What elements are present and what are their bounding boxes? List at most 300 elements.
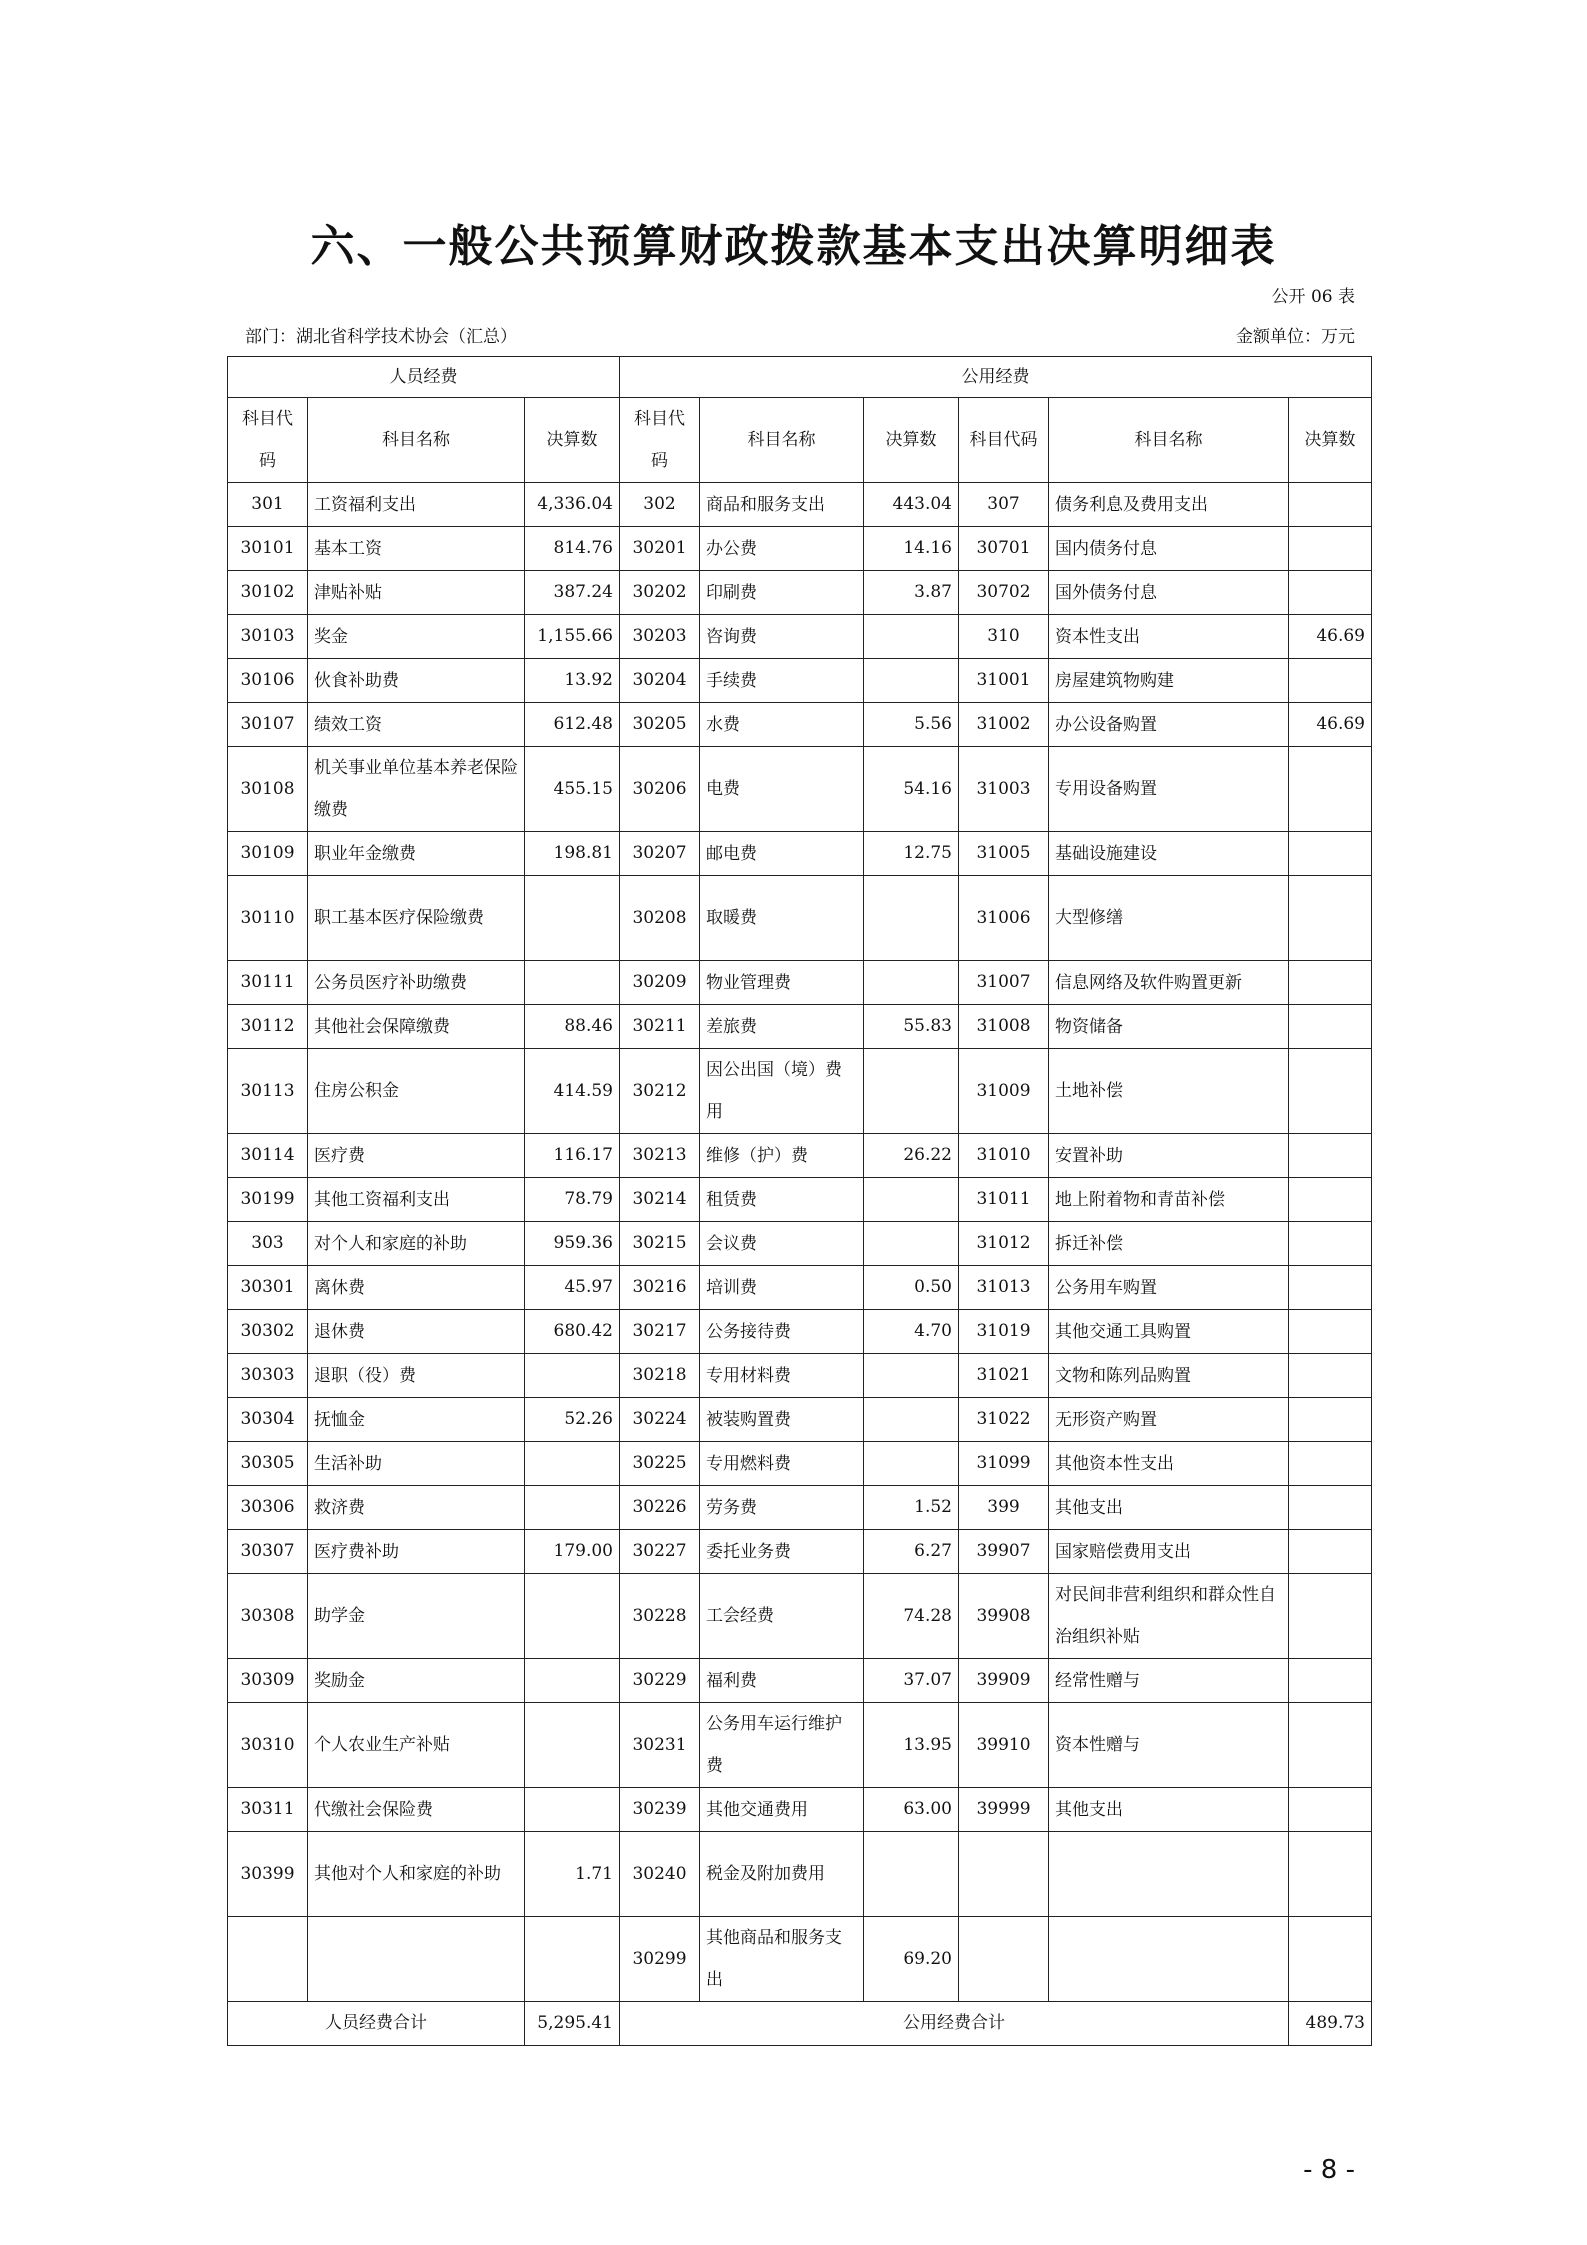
public-capital-amount-cell bbox=[1289, 527, 1372, 571]
public-goods-amount-cell bbox=[864, 876, 959, 961]
table-row bbox=[228, 1442, 1372, 1486]
table-row bbox=[228, 1005, 1372, 1049]
public-goods-name-cell: 公务用车运行维护费 bbox=[700, 1703, 864, 1788]
public-goods-amount-cell: 0.50 bbox=[864, 1266, 959, 1310]
public-goods-name-cell: 印刷费 bbox=[700, 571, 864, 615]
public-goods-amount-cell bbox=[864, 659, 959, 703]
public-goods-amount-cell bbox=[864, 961, 959, 1005]
public-goods-code-cell: 30229 bbox=[620, 1659, 700, 1703]
public-goods-amount-cell: 54.16 bbox=[864, 747, 959, 832]
public-goods-name-cell: 差旅费 bbox=[700, 1005, 864, 1049]
personnel-name-cell: 公务员医疗补助缴费 bbox=[308, 961, 525, 1005]
public-goods-name-cell: 工会经费 bbox=[700, 1574, 864, 1659]
public-capital-code-cell: 30701 bbox=[959, 527, 1049, 571]
table-row bbox=[228, 1178, 1372, 1222]
public-capital-code-cell: 31013 bbox=[959, 1266, 1049, 1310]
public-goods-name-cell: 电费 bbox=[700, 747, 864, 832]
personnel-amount-cell: 52.26 bbox=[525, 1398, 620, 1442]
personnel-code-cell: 30111 bbox=[228, 961, 308, 1005]
public-goods-name-cell: 劳务费 bbox=[700, 1486, 864, 1530]
table-row bbox=[228, 659, 1372, 703]
public-capital-code-cell: 31003 bbox=[959, 747, 1049, 832]
public-goods-code-cell: 30214 bbox=[620, 1178, 700, 1222]
public-capital-code-cell: 31011 bbox=[959, 1178, 1049, 1222]
personnel-amount-cell: 13.92 bbox=[525, 659, 620, 703]
public-goods-amount-cell bbox=[864, 1049, 959, 1134]
public-goods-amount-cell bbox=[864, 1398, 959, 1442]
personnel-amount-cell: 1.71 bbox=[525, 1832, 620, 1917]
public-capital-code-cell: 31002 bbox=[959, 703, 1049, 747]
public-capital-code-cell: 31021 bbox=[959, 1354, 1049, 1398]
personnel-amount-cell: 179.00 bbox=[525, 1530, 620, 1574]
personnel-amount-cell bbox=[525, 1659, 620, 1703]
public-goods-code-cell: 30206 bbox=[620, 747, 700, 832]
public-goods-name-cell: 手续费 bbox=[700, 659, 864, 703]
public-goods-name-cell: 取暖费 bbox=[700, 876, 864, 961]
public-capital-code-cell: 31022 bbox=[959, 1398, 1049, 1442]
personnel-code-cell: 30102 bbox=[228, 571, 308, 615]
public-goods-code-cell: 30239 bbox=[620, 1788, 700, 1832]
personnel-amount-cell bbox=[525, 1788, 620, 1832]
public-capital-amount-cell bbox=[1289, 961, 1372, 1005]
public-capital-amount-cell bbox=[1289, 747, 1372, 832]
personnel-amount-cell: 455.15 bbox=[525, 747, 620, 832]
public-capital-code-cell: 31006 bbox=[959, 876, 1049, 961]
table-row bbox=[228, 1917, 1372, 2002]
public-goods-code-cell: 30207 bbox=[620, 832, 700, 876]
public-goods-amount-cell bbox=[864, 1832, 959, 1917]
table-row bbox=[228, 1222, 1372, 1266]
personnel-name-cell: 其他对个人和家庭的补助 bbox=[308, 1832, 525, 1917]
public-capital-amount-cell bbox=[1289, 1310, 1372, 1354]
table-row bbox=[228, 1049, 1372, 1134]
public-goods-code-cell: 30204 bbox=[620, 659, 700, 703]
public-total-value: 489.73 bbox=[1289, 2002, 1372, 2046]
table-row bbox=[228, 703, 1372, 747]
public-goods-name-cell: 因公出国（境）费用 bbox=[700, 1049, 864, 1134]
public-goods-amount-cell: 13.95 bbox=[864, 1703, 959, 1788]
personnel-name-cell: 机关事业单位基本养老保险缴费 bbox=[308, 747, 525, 832]
public-goods-code-cell: 30212 bbox=[620, 1049, 700, 1134]
public-goods-amount-cell bbox=[864, 1442, 959, 1486]
public-goods-code-cell: 30215 bbox=[620, 1222, 700, 1266]
table-row bbox=[228, 876, 1372, 961]
public-goods-name-cell: 咨询费 bbox=[700, 615, 864, 659]
personnel-name-cell: 退职（役）费 bbox=[308, 1354, 525, 1398]
public-capital-code-cell: 39999 bbox=[959, 1788, 1049, 1832]
personnel-code-cell: 30304 bbox=[228, 1398, 308, 1442]
public-capital-code-cell: 31008 bbox=[959, 1005, 1049, 1049]
public-capital-code-cell: 31005 bbox=[959, 832, 1049, 876]
table-row bbox=[228, 1788, 1372, 1832]
public-goods-amount-cell bbox=[864, 1178, 959, 1222]
public-capital-name-cell: 基础设施建设 bbox=[1049, 832, 1289, 876]
public-goods-code-cell: 302 bbox=[620, 483, 700, 527]
personnel-amount-cell: 198.81 bbox=[525, 832, 620, 876]
public-capital-name-cell: 无形资产购置 bbox=[1049, 1398, 1289, 1442]
public-goods-amount-cell: 63.00 bbox=[864, 1788, 959, 1832]
table-row bbox=[228, 1574, 1372, 1659]
public-goods-amount-cell: 1.52 bbox=[864, 1486, 959, 1530]
public-goods-amount-cell: 69.20 bbox=[864, 1917, 959, 2002]
personnel-name-cell: 救济费 bbox=[308, 1486, 525, 1530]
personnel-total-label: 人员经费合计 bbox=[228, 2002, 525, 2046]
personnel-amount-cell bbox=[525, 1354, 620, 1398]
public-capital-amount-cell bbox=[1289, 1659, 1372, 1703]
personnel-name-cell: 职业年金缴费 bbox=[308, 832, 525, 876]
public-goods-code-cell: 30227 bbox=[620, 1530, 700, 1574]
personnel-name-cell: 个人农业生产补贴 bbox=[308, 1703, 525, 1788]
public-goods-amount-cell: 37.07 bbox=[864, 1659, 959, 1703]
public-capital-amount-cell bbox=[1289, 832, 1372, 876]
public-goods-code-cell: 30211 bbox=[620, 1005, 700, 1049]
public-capital-name-cell: 办公设备购置 bbox=[1049, 703, 1289, 747]
public-goods-code-cell: 30203 bbox=[620, 615, 700, 659]
personnel-amount-cell: 387.24 bbox=[525, 571, 620, 615]
public-goods-amount-cell: 55.83 bbox=[864, 1005, 959, 1049]
personnel-code-cell: 30307 bbox=[228, 1530, 308, 1574]
personnel-code-cell: 30103 bbox=[228, 615, 308, 659]
public-capital-amount-cell bbox=[1289, 1917, 1372, 2002]
personnel-amount-cell: 959.36 bbox=[525, 1222, 620, 1266]
public-capital-name-cell bbox=[1049, 1917, 1289, 2002]
personnel-name-cell: 绩效工资 bbox=[308, 703, 525, 747]
public-capital-amount-cell bbox=[1289, 483, 1372, 527]
personnel-code-cell: 30109 bbox=[228, 832, 308, 876]
public-capital-amount-cell bbox=[1289, 1049, 1372, 1134]
personnel-name-cell: 基本工资 bbox=[308, 527, 525, 571]
public-capital-code-cell bbox=[959, 1917, 1049, 2002]
public-capital-amount-cell bbox=[1289, 1178, 1372, 1222]
public-capital-code-cell: 31001 bbox=[959, 659, 1049, 703]
public-goods-name-cell: 会议费 bbox=[700, 1222, 864, 1266]
public-goods-amount-cell: 6.27 bbox=[864, 1530, 959, 1574]
public-capital-name-cell: 国内债务付息 bbox=[1049, 527, 1289, 571]
table-row bbox=[228, 527, 1372, 571]
public-capital-code-cell: 39909 bbox=[959, 1659, 1049, 1703]
public-section-header: 公用经费 bbox=[620, 357, 1372, 398]
personnel-code-cell: 30113 bbox=[228, 1049, 308, 1134]
public-goods-name-cell: 邮电费 bbox=[700, 832, 864, 876]
public-capital-amount-cell bbox=[1289, 1005, 1372, 1049]
personnel-amount-cell bbox=[525, 1917, 620, 2002]
public-capital-name-cell: 其他支出 bbox=[1049, 1788, 1289, 1832]
personnel-amount-cell: 88.46 bbox=[525, 1005, 620, 1049]
public-goods-amount-cell bbox=[864, 1354, 959, 1398]
personnel-amount-cell: 680.42 bbox=[525, 1310, 620, 1354]
page-number: - 8 - bbox=[1303, 2155, 1355, 2185]
table-row bbox=[228, 1398, 1372, 1442]
table-row bbox=[228, 1134, 1372, 1178]
public-goods-name-cell: 商品和服务支出 bbox=[700, 483, 864, 527]
table-row bbox=[228, 1832, 1372, 1917]
expenditure-table bbox=[227, 356, 1372, 2046]
public-capital-name-cell: 其他支出 bbox=[1049, 1486, 1289, 1530]
public-capital-code-cell: 399 bbox=[959, 1486, 1049, 1530]
public-capital-name-cell: 安置补助 bbox=[1049, 1134, 1289, 1178]
public-capital-code-cell: 39908 bbox=[959, 1574, 1049, 1659]
personnel-name-cell: 奖金 bbox=[308, 615, 525, 659]
public-capital-amount-cell bbox=[1289, 1788, 1372, 1832]
table-row bbox=[228, 1310, 1372, 1354]
personnel-amount-cell: 414.59 bbox=[525, 1049, 620, 1134]
personnel-amount-cell bbox=[525, 1703, 620, 1788]
personnel-code-cell: 301 bbox=[228, 483, 308, 527]
personnel-code-cell: 30110 bbox=[228, 876, 308, 961]
public-goods-name-cell: 委托业务费 bbox=[700, 1530, 864, 1574]
personnel-name-cell: 住房公积金 bbox=[308, 1049, 525, 1134]
table-row bbox=[228, 1266, 1372, 1310]
table-row bbox=[228, 1530, 1372, 1574]
personnel-name-cell: 其他社会保障缴费 bbox=[308, 1005, 525, 1049]
public-capital-code-cell: 39907 bbox=[959, 1530, 1049, 1574]
public-goods-code-cell: 30205 bbox=[620, 703, 700, 747]
column-header-name: 科目名称 bbox=[700, 398, 864, 483]
public-capital-name-cell: 房屋建筑物购建 bbox=[1049, 659, 1289, 703]
personnel-total-value: 5,295.41 bbox=[525, 2002, 620, 2046]
table-row bbox=[228, 832, 1372, 876]
public-goods-name-cell: 被装购置费 bbox=[700, 1398, 864, 1442]
table-row bbox=[228, 1659, 1372, 1703]
public-capital-amount-cell bbox=[1289, 1486, 1372, 1530]
public-capital-name-cell: 资本性支出 bbox=[1049, 615, 1289, 659]
public-goods-name-cell: 专用燃料费 bbox=[700, 1442, 864, 1486]
public-capital-code-cell: 31099 bbox=[959, 1442, 1049, 1486]
public-capital-name-cell: 其他交通工具购置 bbox=[1049, 1310, 1289, 1354]
public-capital-amount-cell bbox=[1289, 1442, 1372, 1486]
personnel-code-cell: 30101 bbox=[228, 527, 308, 571]
personnel-amount-cell: 1,155.66 bbox=[525, 615, 620, 659]
public-capital-amount-cell bbox=[1289, 1266, 1372, 1310]
public-capital-name-cell: 专用设备购置 bbox=[1049, 747, 1289, 832]
public-goods-code-cell: 30240 bbox=[620, 1832, 700, 1917]
personnel-code-cell: 30310 bbox=[228, 1703, 308, 1788]
public-goods-amount-cell: 74.28 bbox=[864, 1574, 959, 1659]
table-row bbox=[228, 483, 1372, 527]
public-goods-amount-cell bbox=[864, 1222, 959, 1266]
public-goods-code-cell: 30225 bbox=[620, 1442, 700, 1486]
column-header-code: 科目代码 bbox=[228, 398, 308, 483]
personnel-amount-cell bbox=[525, 876, 620, 961]
personnel-code-cell: 30108 bbox=[228, 747, 308, 832]
personnel-name-cell: 退休费 bbox=[308, 1310, 525, 1354]
personnel-code-cell: 30301 bbox=[228, 1266, 308, 1310]
public-capital-code-cell: 31009 bbox=[959, 1049, 1049, 1134]
public-goods-code-cell: 30201 bbox=[620, 527, 700, 571]
public-capital-code-cell: 307 bbox=[959, 483, 1049, 527]
public-capital-name-cell: 物资储备 bbox=[1049, 1005, 1289, 1049]
column-header-amount: 决算数 bbox=[1289, 398, 1372, 483]
table-row bbox=[228, 615, 1372, 659]
public-goods-amount-cell: 14.16 bbox=[864, 527, 959, 571]
public-capital-amount-cell bbox=[1289, 1530, 1372, 1574]
personnel-code-cell: 30199 bbox=[228, 1178, 308, 1222]
public-capital-name-cell: 信息网络及软件购置更新 bbox=[1049, 961, 1289, 1005]
public-capital-amount-cell bbox=[1289, 1222, 1372, 1266]
public-goods-name-cell: 福利费 bbox=[700, 1659, 864, 1703]
public-capital-name-cell: 大型修缮 bbox=[1049, 876, 1289, 961]
public-goods-name-cell: 其他交通费用 bbox=[700, 1788, 864, 1832]
personnel-section-header: 人员经费 bbox=[228, 357, 620, 398]
public-capital-amount-cell: 46.69 bbox=[1289, 615, 1372, 659]
table-row bbox=[228, 747, 1372, 832]
personnel-name-cell: 伙食补助费 bbox=[308, 659, 525, 703]
public-goods-name-cell: 培训费 bbox=[700, 1266, 864, 1310]
personnel-code-cell: 30303 bbox=[228, 1354, 308, 1398]
personnel-amount-cell bbox=[525, 1574, 620, 1659]
column-header-name: 科目名称 bbox=[1049, 398, 1289, 483]
unit-label: 金额单位：万元 bbox=[1236, 327, 1355, 347]
form-code: 公开 06 表 bbox=[1271, 287, 1355, 307]
public-goods-code-cell: 30202 bbox=[620, 571, 700, 615]
column-header-code: 科目代码 bbox=[620, 398, 700, 483]
personnel-name-cell: 津贴补贴 bbox=[308, 571, 525, 615]
public-capital-amount-cell bbox=[1289, 1574, 1372, 1659]
public-capital-name-cell: 公务用车购置 bbox=[1049, 1266, 1289, 1310]
public-goods-name-cell: 水费 bbox=[700, 703, 864, 747]
public-capital-amount-cell: 46.69 bbox=[1289, 703, 1372, 747]
public-capital-amount-cell bbox=[1289, 1134, 1372, 1178]
public-goods-name-cell: 税金及附加费用 bbox=[700, 1832, 864, 1917]
personnel-amount-cell: 814.76 bbox=[525, 527, 620, 571]
public-goods-amount-cell: 26.22 bbox=[864, 1134, 959, 1178]
personnel-code-cell: 30112 bbox=[228, 1005, 308, 1049]
public-goods-code-cell: 30217 bbox=[620, 1310, 700, 1354]
public-capital-name-cell: 土地补偿 bbox=[1049, 1049, 1289, 1134]
public-goods-code-cell: 30299 bbox=[620, 1917, 700, 2002]
personnel-name-cell: 医疗费补助 bbox=[308, 1530, 525, 1574]
public-capital-amount-cell bbox=[1289, 571, 1372, 615]
table-row bbox=[228, 1354, 1372, 1398]
public-goods-name-cell: 物业管理费 bbox=[700, 961, 864, 1005]
public-capital-name-cell: 债务利息及费用支出 bbox=[1049, 483, 1289, 527]
public-capital-amount-cell bbox=[1289, 1398, 1372, 1442]
public-goods-amount-cell bbox=[864, 615, 959, 659]
personnel-name-cell: 生活补助 bbox=[308, 1442, 525, 1486]
public-capital-name-cell: 对民间非营利组织和群众性自治组织补贴 bbox=[1049, 1574, 1289, 1659]
public-capital-name-cell: 其他资本性支出 bbox=[1049, 1442, 1289, 1486]
public-capital-name-cell bbox=[1049, 1832, 1289, 1917]
personnel-code-cell bbox=[228, 1917, 308, 2002]
public-capital-code-cell: 30702 bbox=[959, 571, 1049, 615]
personnel-name-cell: 抚恤金 bbox=[308, 1398, 525, 1442]
public-total-label: 公用经费合计 bbox=[620, 2002, 1289, 2046]
personnel-name-cell: 离休费 bbox=[308, 1266, 525, 1310]
public-capital-code-cell: 31010 bbox=[959, 1134, 1049, 1178]
personnel-amount-cell bbox=[525, 1486, 620, 1530]
personnel-code-cell: 30308 bbox=[228, 1574, 308, 1659]
public-goods-name-cell: 专用材料费 bbox=[700, 1354, 864, 1398]
public-goods-name-cell: 其他商品和服务支出 bbox=[700, 1917, 864, 2002]
personnel-name-cell: 其他工资福利支出 bbox=[308, 1178, 525, 1222]
public-goods-code-cell: 30216 bbox=[620, 1266, 700, 1310]
public-goods-amount-cell: 5.56 bbox=[864, 703, 959, 747]
personnel-name-cell bbox=[308, 1917, 525, 2002]
public-goods-name-cell: 公务接待费 bbox=[700, 1310, 864, 1354]
public-goods-code-cell: 30218 bbox=[620, 1354, 700, 1398]
personnel-code-cell: 303 bbox=[228, 1222, 308, 1266]
personnel-code-cell: 30399 bbox=[228, 1832, 308, 1917]
public-capital-name-cell: 国家赔偿费用支出 bbox=[1049, 1530, 1289, 1574]
public-capital-name-cell: 经常性赠与 bbox=[1049, 1659, 1289, 1703]
public-capital-name-cell: 拆迁补偿 bbox=[1049, 1222, 1289, 1266]
personnel-name-cell: 奖励金 bbox=[308, 1659, 525, 1703]
page-title: 六、一般公共预算财政拨款基本支出决算明细表 bbox=[310, 221, 1277, 272]
personnel-code-cell: 30114 bbox=[228, 1134, 308, 1178]
personnel-code-cell: 30309 bbox=[228, 1659, 308, 1703]
public-capital-code-cell: 31012 bbox=[959, 1222, 1049, 1266]
column-header-amount: 决算数 bbox=[864, 398, 959, 483]
public-capital-amount-cell bbox=[1289, 659, 1372, 703]
public-goods-name-cell: 办公费 bbox=[700, 527, 864, 571]
personnel-amount-cell: 4,336.04 bbox=[525, 483, 620, 527]
public-capital-amount-cell bbox=[1289, 1703, 1372, 1788]
personnel-name-cell: 工资福利支出 bbox=[308, 483, 525, 527]
table-row bbox=[228, 571, 1372, 615]
public-capital-code-cell: 39910 bbox=[959, 1703, 1049, 1788]
public-goods-code-cell: 30208 bbox=[620, 876, 700, 961]
public-capital-name-cell: 资本性赠与 bbox=[1049, 1703, 1289, 1788]
personnel-amount-cell bbox=[525, 961, 620, 1005]
public-capital-name-cell: 文物和陈列品购置 bbox=[1049, 1354, 1289, 1398]
personnel-code-cell: 30302 bbox=[228, 1310, 308, 1354]
personnel-name-cell: 助学金 bbox=[308, 1574, 525, 1659]
public-goods-code-cell: 30226 bbox=[620, 1486, 700, 1530]
public-goods-code-cell: 30224 bbox=[620, 1398, 700, 1442]
column-header-amount: 决算数 bbox=[525, 398, 620, 483]
personnel-amount-cell: 78.79 bbox=[525, 1178, 620, 1222]
personnel-name-cell: 代缴社会保险费 bbox=[308, 1788, 525, 1832]
public-capital-code-cell: 31019 bbox=[959, 1310, 1049, 1354]
public-goods-amount-cell: 12.75 bbox=[864, 832, 959, 876]
public-capital-code-cell: 31007 bbox=[959, 961, 1049, 1005]
personnel-code-cell: 30311 bbox=[228, 1788, 308, 1832]
public-capital-code-cell: 310 bbox=[959, 615, 1049, 659]
personnel-name-cell: 职工基本医疗保险缴费 bbox=[308, 876, 525, 961]
personnel-code-cell: 30305 bbox=[228, 1442, 308, 1486]
public-capital-amount-cell bbox=[1289, 876, 1372, 961]
table-row bbox=[228, 961, 1372, 1005]
department-label: 部门：湖北省科学技术协会（汇总） bbox=[245, 327, 517, 347]
personnel-name-cell: 医疗费 bbox=[308, 1134, 525, 1178]
public-capital-amount-cell bbox=[1289, 1354, 1372, 1398]
public-goods-amount-cell: 4.70 bbox=[864, 1310, 959, 1354]
personnel-amount-cell: 45.97 bbox=[525, 1266, 620, 1310]
public-goods-code-cell: 30228 bbox=[620, 1574, 700, 1659]
public-goods-code-cell: 30213 bbox=[620, 1134, 700, 1178]
personnel-amount-cell bbox=[525, 1442, 620, 1486]
personnel-amount-cell: 116.17 bbox=[525, 1134, 620, 1178]
personnel-code-cell: 30107 bbox=[228, 703, 308, 747]
column-header-code: 科目代码 bbox=[959, 398, 1049, 483]
public-goods-code-cell: 30209 bbox=[620, 961, 700, 1005]
column-header-name: 科目名称 bbox=[308, 398, 525, 483]
public-goods-code-cell: 30231 bbox=[620, 1703, 700, 1788]
table-row bbox=[228, 1703, 1372, 1788]
public-goods-name-cell: 租赁费 bbox=[700, 1178, 864, 1222]
public-goods-amount-cell: 3.87 bbox=[864, 571, 959, 615]
public-capital-name-cell: 国外债务付息 bbox=[1049, 571, 1289, 615]
personnel-code-cell: 30306 bbox=[228, 1486, 308, 1530]
personnel-amount-cell: 612.48 bbox=[525, 703, 620, 747]
public-goods-amount-cell: 443.04 bbox=[864, 483, 959, 527]
personnel-name-cell: 对个人和家庭的补助 bbox=[308, 1222, 525, 1266]
public-capital-amount-cell bbox=[1289, 1832, 1372, 1917]
table-row bbox=[228, 1486, 1372, 1530]
personnel-code-cell: 30106 bbox=[228, 659, 308, 703]
public-capital-code-cell bbox=[959, 1832, 1049, 1917]
public-capital-name-cell: 地上附着物和青苗补偿 bbox=[1049, 1178, 1289, 1222]
